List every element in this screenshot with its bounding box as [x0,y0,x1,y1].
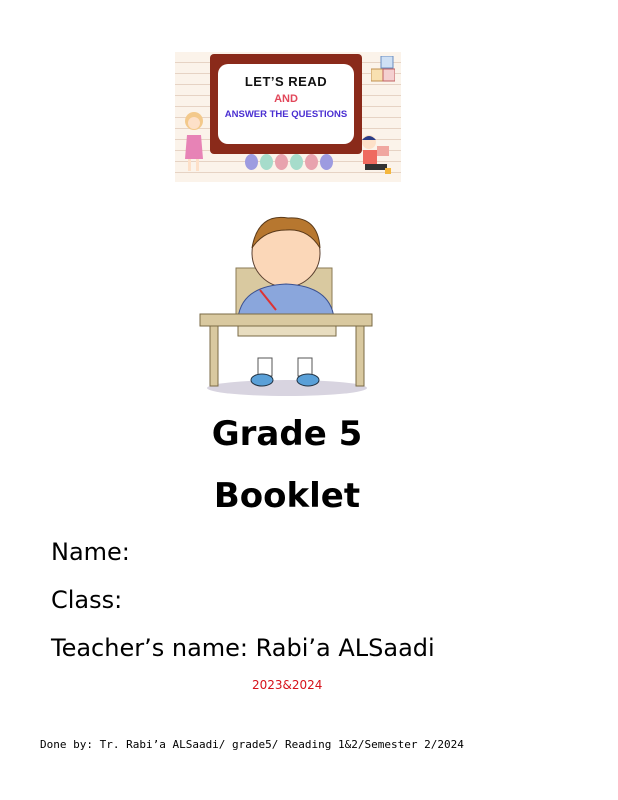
lets-read-banner-image [175,52,401,182]
class-label: Class: [51,586,123,614]
footer-credit: Done by: Tr. Rabi’a ALSaadi/ grade5/ Reading 1&2/Semester 2/2024 [40,738,464,751]
grade-title: Grade 5 [211,414,363,454]
banner-line-3: ANSWER THE QUESTIONS [224,109,348,120]
boy-writing-at-desk-illustration [198,208,376,398]
abc-blocks-illustration [371,56,395,82]
teacher-name: Teacher’s name: Rabi’a ALSaadi [51,634,435,662]
booklet-title: Booklet [213,476,361,516]
banner-frame [210,54,362,154]
academic-years: 2023&2024 [252,678,323,692]
banner-line-1: LET’S READ [244,74,328,89]
name-label: Name: [51,538,130,566]
balloons-illustration [245,154,335,174]
banner-line-2: AND [274,93,298,105]
reading-kid-illustration [355,132,395,177]
girl-illustration [183,107,205,177]
